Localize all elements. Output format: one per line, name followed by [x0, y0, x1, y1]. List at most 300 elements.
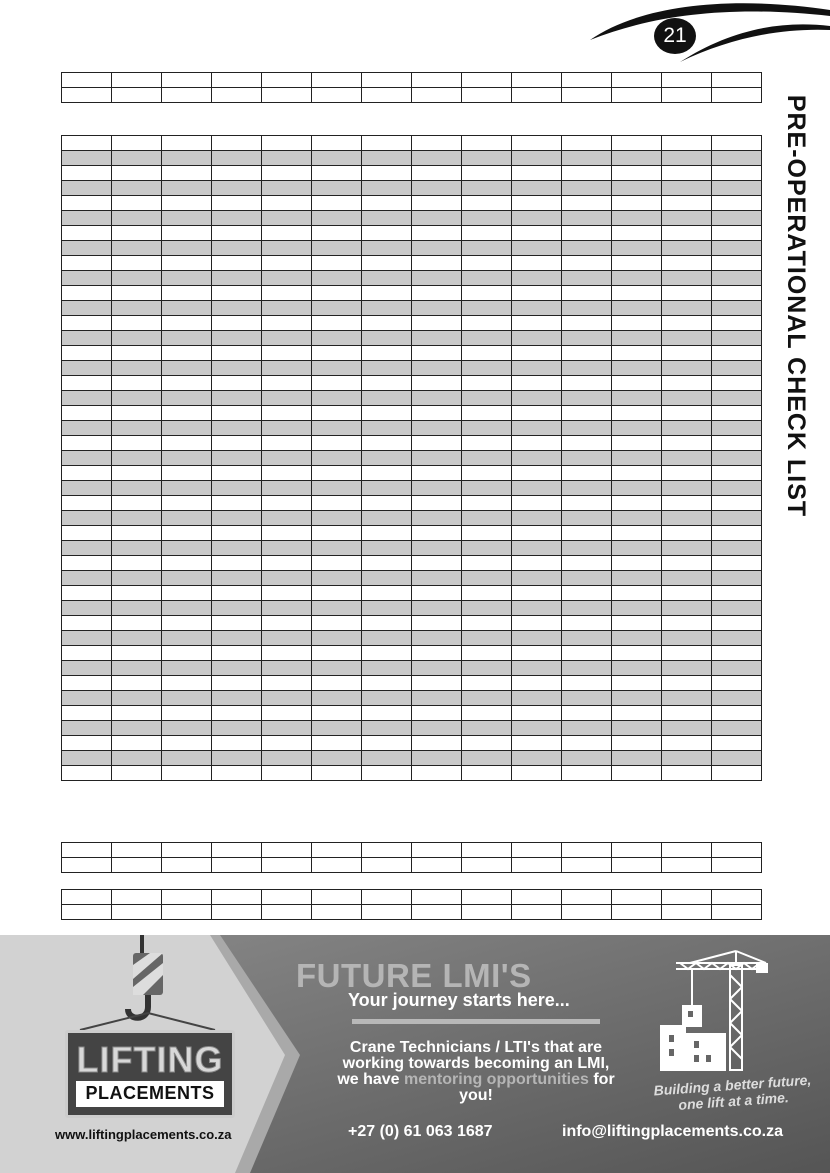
table-cell[interactable] — [262, 196, 312, 211]
table-cell[interactable] — [612, 241, 662, 256]
table-cell[interactable] — [712, 136, 762, 151]
table-cell[interactable] — [212, 241, 262, 256]
table-cell[interactable] — [362, 556, 412, 571]
table-cell[interactable] — [62, 571, 112, 586]
table-cell[interactable] — [262, 661, 312, 676]
table-cell[interactable] — [212, 526, 262, 541]
table-cell[interactable] — [562, 646, 612, 661]
table-cell[interactable] — [112, 196, 162, 211]
table-cell[interactable] — [562, 421, 612, 436]
table-cell[interactable] — [662, 511, 712, 526]
table-cell[interactable] — [62, 286, 112, 301]
table-cell[interactable] — [612, 301, 662, 316]
table-cell[interactable] — [562, 736, 612, 751]
table-cell[interactable] — [662, 766, 712, 781]
table-cell[interactable] — [712, 646, 762, 661]
table-cell[interactable] — [262, 616, 312, 631]
table-cell[interactable] — [562, 181, 612, 196]
table-cell[interactable] — [662, 556, 712, 571]
table-cell[interactable] — [512, 466, 562, 481]
table-cell[interactable] — [712, 391, 762, 406]
table-cell[interactable] — [212, 676, 262, 691]
table-cell[interactable] — [112, 286, 162, 301]
table-cell[interactable] — [612, 73, 662, 88]
table-cell[interactable] — [212, 496, 262, 511]
table-cell[interactable] — [412, 571, 462, 586]
table-cell[interactable] — [662, 316, 712, 331]
table-cell[interactable] — [662, 301, 712, 316]
table-cell[interactable] — [562, 166, 612, 181]
table-cell[interactable] — [62, 361, 112, 376]
table-cell[interactable] — [262, 466, 312, 481]
table-cell[interactable] — [312, 451, 362, 466]
table-cell[interactable] — [112, 226, 162, 241]
table-cell[interactable] — [362, 181, 412, 196]
table-cell[interactable] — [462, 406, 512, 421]
table-cell[interactable] — [262, 481, 312, 496]
table-cell[interactable] — [362, 890, 412, 905]
table-cell[interactable] — [362, 346, 412, 361]
table-cell[interactable] — [512, 286, 562, 301]
table-cell[interactable] — [162, 181, 212, 196]
table-cell[interactable] — [62, 181, 112, 196]
table-cell[interactable] — [512, 511, 562, 526]
table-cell[interactable] — [362, 586, 412, 601]
table-cell[interactable] — [262, 736, 312, 751]
table-cell[interactable] — [112, 421, 162, 436]
table-cell[interactable] — [462, 166, 512, 181]
table-cell[interactable] — [512, 601, 562, 616]
table-cell[interactable] — [162, 736, 212, 751]
table-cell[interactable] — [312, 166, 362, 181]
table-cell[interactable] — [212, 226, 262, 241]
table-cell[interactable] — [162, 88, 212, 103]
table-cell[interactable] — [62, 736, 112, 751]
table-cell[interactable] — [162, 361, 212, 376]
table-cell[interactable] — [62, 586, 112, 601]
table-cell[interactable] — [512, 451, 562, 466]
table-cell[interactable] — [262, 541, 312, 556]
table-cell[interactable] — [362, 271, 412, 286]
table-cell[interactable] — [662, 451, 712, 466]
table-cell[interactable] — [662, 736, 712, 751]
table-cell[interactable] — [112, 661, 162, 676]
table-cell[interactable] — [312, 905, 362, 920]
table-cell[interactable] — [162, 890, 212, 905]
table-cell[interactable] — [362, 905, 412, 920]
table-cell[interactable] — [662, 196, 712, 211]
table-cell[interactable] — [262, 391, 312, 406]
table-cell[interactable] — [462, 571, 512, 586]
table-cell[interactable] — [312, 496, 362, 511]
table-cell[interactable] — [112, 436, 162, 451]
table-cell[interactable] — [412, 256, 462, 271]
table-cell[interactable] — [712, 421, 762, 436]
table-cell[interactable] — [112, 451, 162, 466]
table-cell[interactable] — [362, 691, 412, 706]
table-cell[interactable] — [462, 286, 512, 301]
table-cell[interactable] — [212, 631, 262, 646]
table-cell[interactable] — [412, 88, 462, 103]
table-cell[interactable] — [662, 631, 712, 646]
table-cell[interactable] — [212, 136, 262, 151]
table-cell[interactable] — [312, 706, 362, 721]
table-cell[interactable] — [712, 661, 762, 676]
table-cell[interactable] — [562, 466, 612, 481]
table-cell[interactable] — [162, 226, 212, 241]
table-cell[interactable] — [462, 736, 512, 751]
table-cell[interactable] — [262, 211, 312, 226]
table-cell[interactable] — [212, 905, 262, 920]
table-cell[interactable] — [712, 571, 762, 586]
table-cell[interactable] — [262, 646, 312, 661]
table-cell[interactable] — [512, 676, 562, 691]
table-cell[interactable] — [362, 526, 412, 541]
table-cell[interactable] — [62, 511, 112, 526]
table-cell[interactable] — [112, 616, 162, 631]
table-cell[interactable] — [612, 676, 662, 691]
table-cell[interactable] — [162, 421, 212, 436]
table-cell[interactable] — [212, 271, 262, 286]
table-cell[interactable] — [362, 511, 412, 526]
table-cell[interactable] — [662, 616, 712, 631]
table-cell[interactable] — [312, 661, 362, 676]
table-cell[interactable] — [112, 601, 162, 616]
table-cell[interactable] — [112, 751, 162, 766]
table-cell[interactable] — [212, 556, 262, 571]
table-cell[interactable] — [62, 676, 112, 691]
table-cell[interactable] — [62, 166, 112, 181]
table-cell[interactable] — [662, 721, 712, 736]
table-cell[interactable] — [112, 391, 162, 406]
table-cell[interactable] — [462, 136, 512, 151]
table-cell[interactable] — [362, 481, 412, 496]
table-cell[interactable] — [362, 541, 412, 556]
table-cell[interactable] — [312, 88, 362, 103]
table-cell[interactable] — [562, 541, 612, 556]
table-cell[interactable] — [512, 616, 562, 631]
table-cell[interactable] — [312, 541, 362, 556]
table-cell[interactable] — [462, 346, 512, 361]
table-cell[interactable] — [62, 616, 112, 631]
table-cell[interactable] — [712, 451, 762, 466]
table-cell[interactable] — [162, 451, 212, 466]
table-cell[interactable] — [662, 890, 712, 905]
table-cell[interactable] — [162, 676, 212, 691]
table-cell[interactable] — [362, 301, 412, 316]
table-cell[interactable] — [162, 331, 212, 346]
table-cell[interactable] — [562, 271, 612, 286]
table-cell[interactable] — [262, 496, 312, 511]
table-cell[interactable] — [362, 451, 412, 466]
table-cell[interactable] — [262, 631, 312, 646]
table-cell[interactable] — [662, 406, 712, 421]
table-cell[interactable] — [362, 406, 412, 421]
table-cell[interactable] — [712, 466, 762, 481]
table-cell[interactable] — [662, 601, 712, 616]
table-cell[interactable] — [362, 646, 412, 661]
table-cell[interactable] — [662, 151, 712, 166]
table-cell[interactable] — [462, 361, 512, 376]
email-address[interactable]: info@liftingplacements.co.za — [562, 1123, 783, 1140]
table-cell[interactable] — [212, 436, 262, 451]
table-cell[interactable] — [162, 481, 212, 496]
table-cell[interactable] — [362, 196, 412, 211]
table-cell[interactable] — [312, 466, 362, 481]
table-cell[interactable] — [212, 256, 262, 271]
table-cell[interactable] — [112, 406, 162, 421]
table-cell[interactable] — [212, 751, 262, 766]
table-cell[interactable] — [612, 843, 662, 858]
table-cell[interactable] — [62, 73, 112, 88]
table-cell[interactable] — [312, 211, 362, 226]
table-cell[interactable] — [112, 843, 162, 858]
table-cell[interactable] — [162, 858, 212, 873]
table-cell[interactable] — [312, 391, 362, 406]
table-cell[interactable] — [212, 661, 262, 676]
table-cell[interactable] — [712, 601, 762, 616]
table-cell[interactable] — [412, 511, 462, 526]
table-cell[interactable] — [62, 646, 112, 661]
table-cell[interactable] — [512, 905, 562, 920]
table-cell[interactable] — [212, 331, 262, 346]
table-cell[interactable] — [262, 331, 312, 346]
table-cell[interactable] — [262, 511, 312, 526]
table-cell[interactable] — [562, 151, 612, 166]
table-cell[interactable] — [112, 361, 162, 376]
table-cell[interactable] — [362, 736, 412, 751]
table-cell[interactable] — [512, 691, 562, 706]
table-cell[interactable] — [712, 316, 762, 331]
table-cell[interactable] — [112, 481, 162, 496]
table-cell[interactable] — [162, 166, 212, 181]
table-cell[interactable] — [212, 571, 262, 586]
table-cell[interactable] — [562, 601, 612, 616]
table-cell[interactable] — [562, 451, 612, 466]
table-cell[interactable] — [662, 481, 712, 496]
table-cell[interactable] — [612, 136, 662, 151]
table-cell[interactable] — [512, 751, 562, 766]
table-cell[interactable] — [462, 706, 512, 721]
table-cell[interactable] — [512, 631, 562, 646]
table-cell[interactable] — [712, 481, 762, 496]
table-cell[interactable] — [712, 241, 762, 256]
table-cell[interactable] — [62, 905, 112, 920]
table-cell[interactable] — [612, 541, 662, 556]
table-cell[interactable] — [262, 890, 312, 905]
table-cell[interactable] — [712, 586, 762, 601]
table-cell[interactable] — [112, 241, 162, 256]
table-cell[interactable] — [462, 661, 512, 676]
table-cell[interactable] — [512, 556, 562, 571]
table-cell[interactable] — [462, 451, 512, 466]
table-cell[interactable] — [262, 451, 312, 466]
table-cell[interactable] — [612, 361, 662, 376]
table-cell[interactable] — [262, 271, 312, 286]
table-cell[interactable] — [312, 556, 362, 571]
table-cell[interactable] — [162, 211, 212, 226]
table-cell[interactable] — [612, 601, 662, 616]
table-cell[interactable] — [612, 391, 662, 406]
table-cell[interactable] — [512, 136, 562, 151]
table-cell[interactable] — [312, 301, 362, 316]
table-cell[interactable] — [662, 241, 712, 256]
table-cell[interactable] — [462, 843, 512, 858]
table-cell[interactable] — [612, 346, 662, 361]
table-cell[interactable] — [462, 256, 512, 271]
table-cell[interactable] — [362, 466, 412, 481]
table-cell[interactable] — [112, 466, 162, 481]
table-cell[interactable] — [162, 616, 212, 631]
table-cell[interactable] — [612, 316, 662, 331]
table-cell[interactable] — [212, 211, 262, 226]
table-cell[interactable] — [162, 196, 212, 211]
table-cell[interactable] — [412, 751, 462, 766]
table-cell[interactable] — [312, 586, 362, 601]
table-cell[interactable] — [262, 706, 312, 721]
table-cell[interactable] — [562, 406, 612, 421]
table-cell[interactable] — [312, 571, 362, 586]
table-cell[interactable] — [512, 706, 562, 721]
table-cell[interactable] — [462, 181, 512, 196]
table-cell[interactable] — [262, 905, 312, 920]
table-cell[interactable] — [512, 331, 562, 346]
table-cell[interactable] — [312, 421, 362, 436]
table-cell[interactable] — [312, 616, 362, 631]
table-cell[interactable] — [562, 226, 612, 241]
table-cell[interactable] — [612, 706, 662, 721]
table-cell[interactable] — [362, 136, 412, 151]
table-cell[interactable] — [162, 376, 212, 391]
table-cell[interactable] — [312, 646, 362, 661]
table-cell[interactable] — [62, 151, 112, 166]
table-cell[interactable] — [412, 496, 462, 511]
table-cell[interactable] — [112, 88, 162, 103]
table-cell[interactable] — [262, 586, 312, 601]
table-cell[interactable] — [312, 136, 362, 151]
table-cell[interactable] — [212, 361, 262, 376]
table-cell[interactable] — [62, 211, 112, 226]
table-cell[interactable] — [662, 88, 712, 103]
table-cell[interactable] — [662, 226, 712, 241]
table-cell[interactable] — [462, 766, 512, 781]
table-cell[interactable] — [112, 721, 162, 736]
table-cell[interactable] — [262, 571, 312, 586]
table-cell[interactable] — [312, 691, 362, 706]
table-cell[interactable] — [662, 706, 712, 721]
table-cell[interactable] — [112, 905, 162, 920]
table-cell[interactable] — [112, 271, 162, 286]
table-cell[interactable] — [662, 271, 712, 286]
table-cell[interactable] — [412, 721, 462, 736]
table-cell[interactable] — [62, 436, 112, 451]
table-cell[interactable] — [162, 301, 212, 316]
table-cell[interactable] — [712, 331, 762, 346]
table-cell[interactable] — [162, 661, 212, 676]
table-cell[interactable] — [462, 890, 512, 905]
table-cell[interactable] — [62, 451, 112, 466]
table-cell[interactable] — [562, 556, 612, 571]
table-cell[interactable] — [562, 616, 612, 631]
table-cell[interactable] — [162, 256, 212, 271]
table-cell[interactable] — [462, 196, 512, 211]
table-cell[interactable] — [412, 526, 462, 541]
table-cell[interactable] — [562, 843, 612, 858]
table-cell[interactable] — [612, 196, 662, 211]
table-cell[interactable] — [362, 766, 412, 781]
table-cell[interactable] — [512, 196, 562, 211]
table-cell[interactable] — [262, 721, 312, 736]
table-cell[interactable] — [212, 316, 262, 331]
table-cell[interactable] — [612, 556, 662, 571]
table-cell[interactable] — [412, 301, 462, 316]
table-cell[interactable] — [612, 751, 662, 766]
table-cell[interactable] — [712, 496, 762, 511]
table-cell[interactable] — [62, 241, 112, 256]
table-cell[interactable] — [62, 706, 112, 721]
table-cell[interactable] — [112, 346, 162, 361]
table-cell[interactable] — [262, 601, 312, 616]
table-cell[interactable] — [662, 496, 712, 511]
table-cell[interactable] — [162, 601, 212, 616]
table-cell[interactable] — [312, 601, 362, 616]
table-cell[interactable] — [112, 211, 162, 226]
table-cell[interactable] — [612, 376, 662, 391]
table-cell[interactable] — [212, 601, 262, 616]
table-cell[interactable] — [562, 211, 612, 226]
table-cell[interactable] — [162, 496, 212, 511]
table-cell[interactable] — [162, 586, 212, 601]
table-cell[interactable] — [362, 631, 412, 646]
table-cell[interactable] — [112, 511, 162, 526]
table-cell[interactable] — [612, 890, 662, 905]
table-cell[interactable] — [262, 166, 312, 181]
table-cell[interactable] — [412, 646, 462, 661]
table-cell[interactable] — [412, 241, 462, 256]
table-cell[interactable] — [212, 843, 262, 858]
table-cell[interactable] — [712, 616, 762, 631]
table-cell[interactable] — [512, 241, 562, 256]
table-cell[interactable] — [462, 301, 512, 316]
table-cell[interactable] — [212, 151, 262, 166]
table-cell[interactable] — [312, 181, 362, 196]
table-cell[interactable] — [362, 361, 412, 376]
table-cell[interactable] — [412, 391, 462, 406]
table-cell[interactable] — [412, 73, 462, 88]
table-cell[interactable] — [362, 858, 412, 873]
table-cell[interactable] — [312, 346, 362, 361]
table-cell[interactable] — [312, 331, 362, 346]
table-cell[interactable] — [662, 646, 712, 661]
table-cell[interactable] — [412, 211, 462, 226]
table-cell[interactable] — [562, 286, 612, 301]
table-cell[interactable] — [712, 858, 762, 873]
table-cell[interactable] — [562, 256, 612, 271]
table-cell[interactable] — [212, 406, 262, 421]
table-cell[interactable] — [562, 706, 612, 721]
table-cell[interactable] — [462, 526, 512, 541]
table-cell[interactable] — [112, 766, 162, 781]
table-cell[interactable] — [662, 376, 712, 391]
table-cell[interactable] — [212, 586, 262, 601]
table-cell[interactable] — [362, 601, 412, 616]
table-cell[interactable] — [312, 766, 362, 781]
table-cell[interactable] — [612, 721, 662, 736]
table-cell[interactable] — [412, 858, 462, 873]
table-cell[interactable] — [62, 481, 112, 496]
table-cell[interactable] — [512, 346, 562, 361]
table-cell[interactable] — [462, 391, 512, 406]
